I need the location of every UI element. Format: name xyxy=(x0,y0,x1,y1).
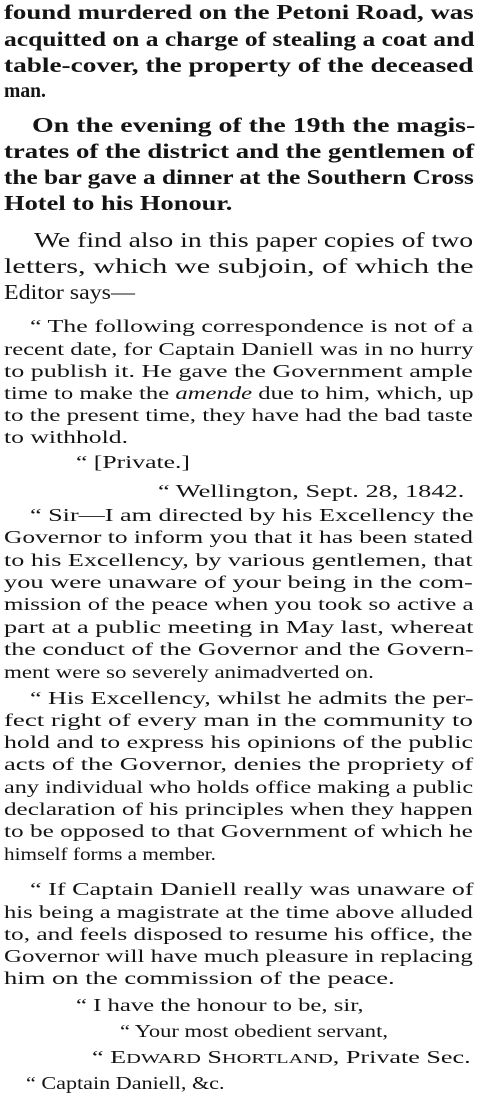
text-line: ment were so severely animadverted on. xyxy=(4,662,374,682)
text-line: “ The following correspondence is not of a xyxy=(30,316,474,336)
text-line: to publish it. He gave the Government ample xyxy=(4,361,473,381)
text-line: Governor will have much pleasure in replacing xyxy=(4,946,473,966)
text-line: the conduct of the Governor and the Govern- xyxy=(4,639,474,659)
text-line: time to make the amende due to him, which, up xyxy=(4,383,474,403)
text-line: “ Wellington, Sept. 28, 1842. xyxy=(158,481,465,501)
text-line: “ Sir—I am directed by his Excellency the xyxy=(30,505,474,525)
text-line: him on the commission of the peace. xyxy=(4,968,395,988)
text-line: We find also in this paper copies of two xyxy=(34,228,474,252)
text-line: “ Captain Daniell, &c. xyxy=(26,1073,225,1093)
text-line: his being a magistrate at the time above alluded xyxy=(4,902,473,922)
text-line: trates of the district and the gentlemen of xyxy=(4,139,475,163)
text-line: table-cover, the property of the deceased xyxy=(4,53,474,77)
text-line: to his Excellency, by various gentlemen, that xyxy=(4,550,473,570)
text-line: mission of the peace when you took so active a xyxy=(4,594,474,614)
text-line: fect right of every man in the community to xyxy=(4,710,473,730)
text-line: the bar gave a dinner at the Southern Cross xyxy=(4,165,474,189)
text-line: to be opposed to that Government of which he xyxy=(4,821,473,841)
text-line: acts of the Governor, denies the propriety of xyxy=(4,754,474,774)
text-line: “ I have the honour to be, sir, xyxy=(76,995,364,1015)
text-line: acquitted on a charge of stealing a coat and xyxy=(4,27,475,51)
text-line: you were unaware of your being in the com- xyxy=(4,572,473,592)
text-line: Governor to inform you that it has been stated xyxy=(4,527,473,547)
text-line: to withhold. xyxy=(4,427,129,447)
text-line: himself forms a member. xyxy=(4,844,216,864)
text-line: found murdered on the Petoni Road, was xyxy=(4,0,474,24)
text-line: Hotel to his Honour. xyxy=(4,191,233,215)
text-line: any individual who holds office making a public xyxy=(4,777,474,797)
text-line: “ His Excellency, whilst he admits the per- xyxy=(30,688,474,708)
text-line: hold and to express his opinions of the public xyxy=(4,732,473,752)
text-line: to the present time, they have had the bad taste xyxy=(4,405,473,425)
text-line: to, and feels disposed to resume his office, the xyxy=(4,924,473,944)
text-line: letters, which we subjoin, of which the xyxy=(4,254,474,278)
text-line: On the evening of the 19th the magis- xyxy=(32,113,476,137)
text-line: declaration of his principles when they happen xyxy=(4,799,473,819)
text-line: part at a public meeting in May last, whereat xyxy=(4,617,474,637)
text-line: “ Your most obedient servant, xyxy=(120,1021,388,1041)
text-line: “ If Captain Daniell really was unaware of xyxy=(30,879,474,899)
text-line: “ EDWARD SHORTLAND, Private Sec. xyxy=(92,1047,471,1067)
text-line: man. xyxy=(4,78,46,102)
text-line: Editor says— xyxy=(4,280,135,304)
text-line: recent date, for Captain Daniell was in no hurry xyxy=(4,339,474,359)
text-line: “ [Private.] xyxy=(76,452,190,472)
